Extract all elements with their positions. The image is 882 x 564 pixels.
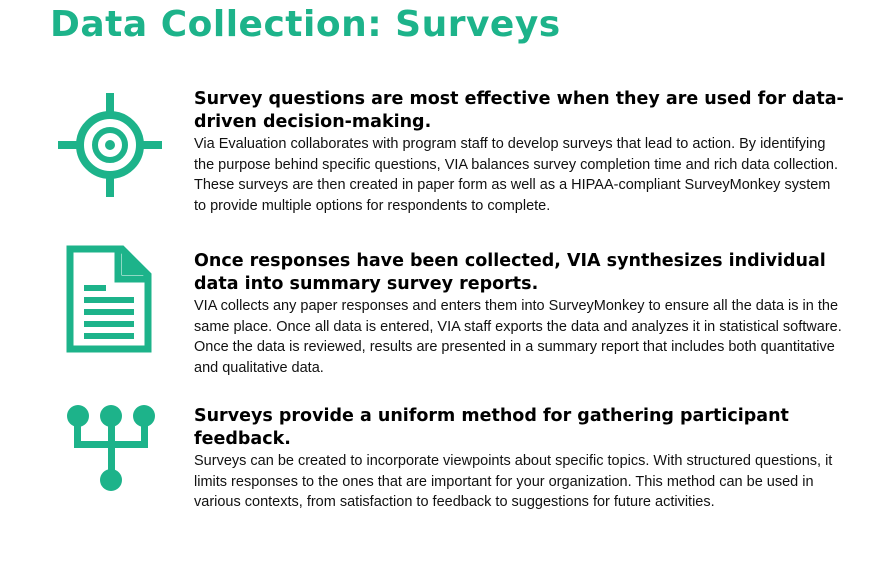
section-heading: Once responses have been collected, VIA synthesizes individual data into summary survey reports.	[194, 251, 826, 294]
section-responses-collected	[194, 250, 844, 378]
section-survey-questions	[194, 88, 844, 216]
document-icon	[66, 245, 152, 353]
section-body: Surveys can be created to incorporate viewpoints about specific topics. With structured questions, it limits responses to the ones that are important for your organization. This method can be used in various contexts, from satisfaction to feedback to suggestions for future activities.	[194, 453, 833, 510]
section-heading: Surveys provide a uniform method for gathering participant feedback.	[194, 406, 789, 449]
section-body: Via Evaluation collaborates with program staff to develop surveys that lead to action. By identifying the purpose behind specific questions, VIA balances survey completion time and rich data collection. These surveys are then created in paper form as well as a HIPAA-compliant SurveyMonkey system to provide multiple options for respondents to complete.	[194, 136, 839, 214]
section-uniform-method	[194, 405, 844, 513]
target-icon	[58, 93, 162, 197]
page-title: Data Collection: Surveys	[50, 4, 561, 45]
merge-nodes-icon	[64, 403, 158, 495]
section-heading: Survey questions are most effective when they are used for data-driven decision-making.	[194, 89, 844, 132]
section-body: VIA collects any paper responses and enters them into SurveyMonkey to ensure all the data is in the same place. Once all data is entered, VIA staff exports the data and analyzes it in statistical software. Once the data is reviewed, results are presented in a summary report that includes both quantitative and qualitative data.	[194, 298, 842, 376]
